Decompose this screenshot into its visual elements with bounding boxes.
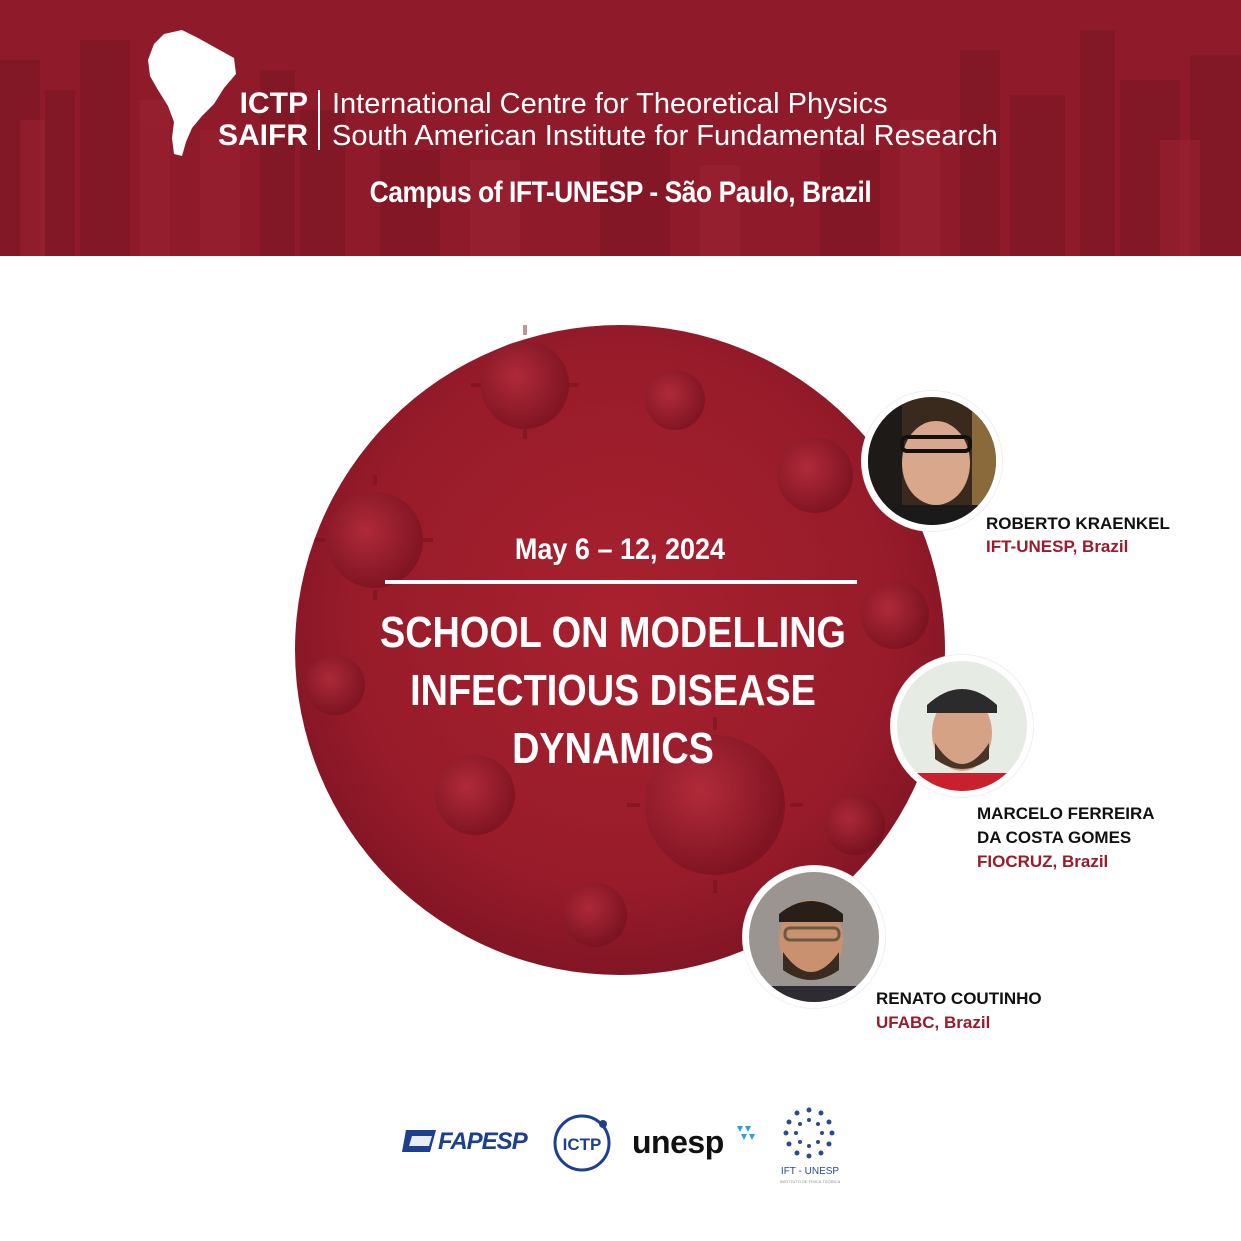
ictp-logo bbox=[551, 1112, 613, 1174]
event-title bbox=[370, 604, 857, 778]
speaker-affiliation: IFT-UNESP, Brazil bbox=[986, 537, 1129, 556]
ift-unesp-logo-icon bbox=[780, 1104, 838, 1162]
speaker-affiliation: UFABC, Brazil bbox=[876, 1013, 991, 1032]
speaker-affiliation: FIOCRUZ, Brazil bbox=[977, 852, 1109, 871]
org-divider bbox=[318, 90, 320, 150]
org-acronym-ictp: ICTP bbox=[239, 87, 308, 120]
org-acronym-saifr: SAIFR bbox=[218, 119, 308, 152]
unesp-logo-icon bbox=[733, 1120, 759, 1146]
event-title-line-2: INFECTIOUS DISEASE bbox=[410, 666, 816, 715]
speaker-photo bbox=[743, 866, 885, 1008]
speaker-photo bbox=[862, 391, 1002, 531]
org-name-line-2: South American Institute for Fundamental Research bbox=[332, 120, 998, 152]
unesp-logo-text: unesp bbox=[632, 1124, 724, 1160]
fapesp-logo-text: FAPESP bbox=[438, 1128, 527, 1155]
event-date: May 6 – 12, 2024 bbox=[514, 533, 726, 566]
ictp-logo-text: ICTP bbox=[562, 1135, 602, 1154]
ift-unesp-logo-text: IFT - UNESP bbox=[780, 1166, 840, 1177]
campus-location: Campus of IFT-UNESP - São Paulo, Brazil bbox=[369, 176, 872, 209]
speaker-name-line-2: DA COSTA GOMES bbox=[977, 828, 1132, 847]
speaker-name: ROBERTO KRAENKEL bbox=[986, 514, 1170, 533]
event-title-line-3: DYNAMICS bbox=[512, 724, 714, 773]
speaker-name-line-1: MARCELO FERREIRA bbox=[977, 804, 1155, 823]
org-name-line-1: International Centre for Theoretical Physics bbox=[332, 88, 888, 120]
speaker-name: RENATO COUTINHO bbox=[876, 989, 1042, 1008]
header-banner bbox=[0, 0, 1241, 256]
event-title-line-1: SCHOOL ON MODELLING bbox=[379, 608, 846, 657]
date-divider bbox=[385, 580, 857, 584]
speaker-photo bbox=[891, 655, 1033, 797]
ift-unesp-logo-subtext: INSTITUTO DE FÍSICA TEÓRICA bbox=[779, 1179, 841, 1184]
